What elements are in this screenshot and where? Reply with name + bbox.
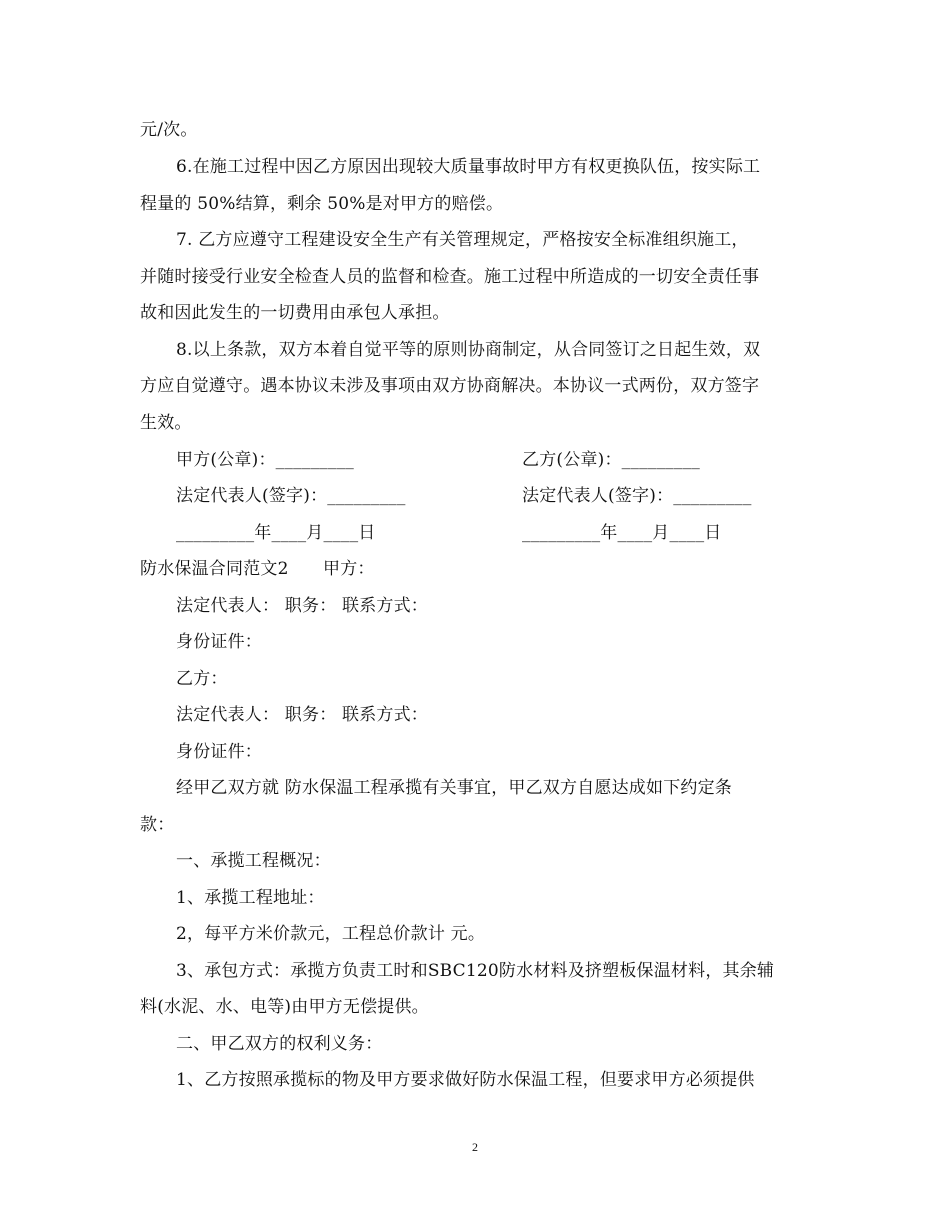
text-line: 1、承揽工程地址： bbox=[176, 888, 325, 908]
text-line: 3、承包方式：承揽方负责工时和SBC120防水材料及挤塑板保温材料，其余辅 bbox=[176, 961, 775, 981]
text-line: 8.以上条款，双方本着自觉平等的原则协商制定，从合同签订之日起生效，双 bbox=[176, 340, 761, 360]
text-line: 程量的 50%结算，剩余 50%是对甲方的赔偿。 bbox=[140, 194, 504, 214]
page-number: 2 bbox=[472, 1140, 478, 1154]
text-line: 身份证件： bbox=[176, 632, 262, 652]
party-a-date: _________年____月____日 bbox=[176, 523, 376, 543]
text-line: 法定代表人： 职务： 联系方式： bbox=[176, 705, 429, 725]
text-line: 款： bbox=[140, 815, 175, 835]
text-line: 方应自觉遵守。遇本协议未涉及事项由双方协商解决。本协议一式两份，双方签字 bbox=[140, 376, 760, 396]
text-line: 7. 乙方应遵守工程建设安全生产有关管理规定，严格按安全标准组织施工， bbox=[176, 230, 749, 250]
party-a-representative-signature: 法定代表人(签字)：_________ bbox=[176, 486, 406, 506]
text-line: 元/次。 bbox=[140, 120, 198, 140]
party-a-seal: 甲方(公章)：_________ bbox=[176, 450, 354, 470]
text-line: 二、甲乙双方的权利义务： bbox=[176, 1034, 383, 1054]
party-b-seal: 乙方(公章)：_________ bbox=[522, 450, 700, 470]
text-line: 经甲乙双方就 防水保温工程承揽有关事宜，甲乙双方自愿达成如下约定条 bbox=[176, 778, 733, 798]
text-line: 身份证件： bbox=[176, 742, 262, 762]
section-title: 防水保温合同范文2 甲方： bbox=[140, 559, 375, 579]
text-line: 2，每平方米价款元，工程总价款计 元。 bbox=[176, 924, 486, 944]
party-b-representative-signature: 法定代表人(签字)：_________ bbox=[522, 486, 752, 506]
party-b-date: _________年____月____日 bbox=[522, 523, 722, 543]
text-line: 1、乙方按照承揽标的物及甲方要求做好防水保温工程，但要求甲方必须提供 bbox=[176, 1070, 755, 1090]
text-line: 6.在施工过程中因乙方原因出现较大质量事故时甲方有权更换队伍，按实际工 bbox=[176, 157, 761, 177]
text-line: 生效。 bbox=[140, 413, 192, 433]
text-line: 法定代表人： 职务： 联系方式： bbox=[176, 596, 429, 616]
text-line: 一、承揽工程概况： bbox=[176, 851, 331, 871]
text-line: 并随时接受行业安全检查人员的监督和检查。施工过程中所造成的一切安全责任事 bbox=[140, 267, 760, 287]
text-line: 料(水泥、水、电等)由甲方无偿提供。 bbox=[140, 997, 429, 1017]
text-line: 乙方： bbox=[176, 669, 228, 689]
text-line: 故和因此发生的一切费用由承包人承担。 bbox=[140, 303, 450, 323]
